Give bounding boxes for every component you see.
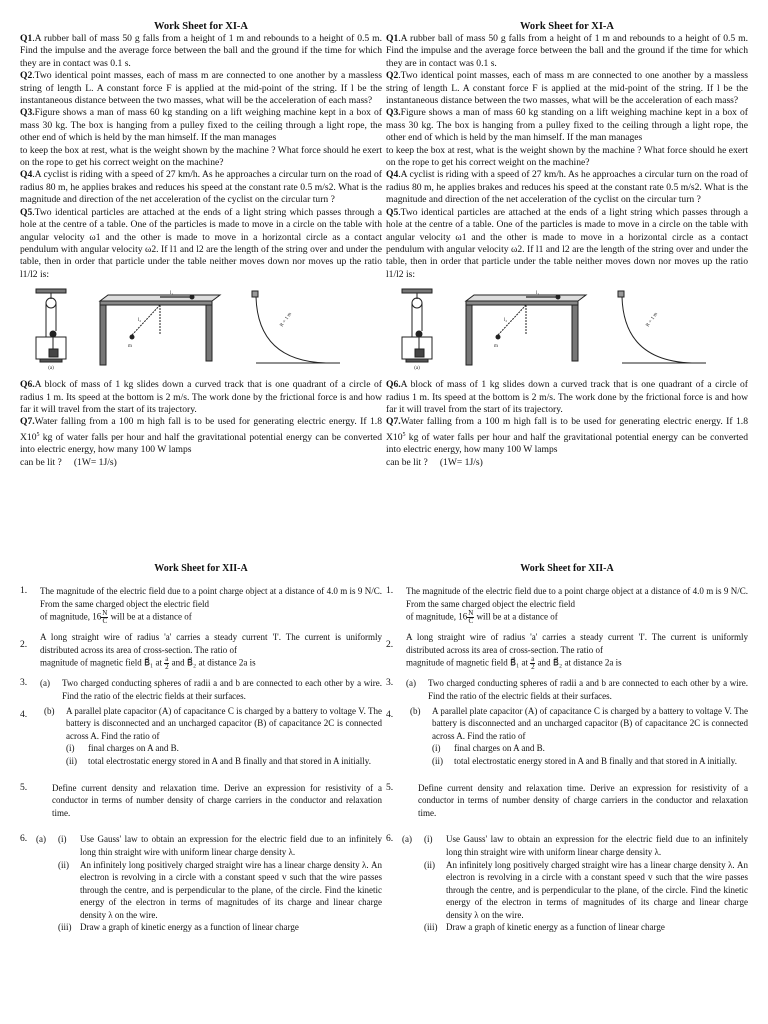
xi-q7-end: can be lit ? (1W= 1J/s) (20, 456, 117, 468)
xii-q4b: (b) A parallel plate capacitor (A) of capacitance C is charged by a battery to voltage V. The battery is disconnected and an uncharged capacitor (B) of capacitance 2C is connected across A. Find the ratio of (i) final charges on A and B. (ii) total electrostatic energy stored in A and B finally and that stored in A initially. (410, 705, 748, 766)
xii-q1: 1. The magnitude of the electric field due to a point charge object at a distance of 4.0 m is 9 N/C. From the same charged object the electric field of magnitude, 16 $\frac{N}{C}$ will be at a distance of (20, 585, 382, 626)
xii-q4b-i: (i) final charges on A and B. (66, 743, 179, 754)
xi-title: Work Sheet for XI-A (153, 21, 248, 32)
xii-q6a-iii: (iii) Draw a graph of kinetic energy as a function of linear charge (424, 922, 665, 933)
xii-q1: 1. The magnitude of the electric field due to a point charge object at a distance of 4.0 m is 9 N/C. From the same charged object the electric field of magnitude, 16 $\frac{N}{C}$ will be at a distance of (386, 585, 748, 626)
pulley-figure (402, 289, 432, 371)
fig-label-a: (a) (48, 366, 54, 372)
xi-q2: Q2.Two identical point masses, each of mass m are connected to one another by a massless string of length L. A constant force F is applied at the mid-point of the string. If l be the instantaneous distance between the two masses, what will be the acceleration of each mass? (386, 70, 748, 107)
xi-q3-continued: to keep the box at rest, what is the weight shown by the machine ? What force should he exert on the rope to get his correct weight on the machine? (386, 144, 748, 169)
xii-worksheet-left (20, 563, 382, 934)
xii-q3-q4: 3. 4. (a) Two charged conducting spheres of radii a and b are connected to each other by a wire. Find the ratio of the electric fields at their surfaces. (b) A parallel plate capacitor (A) of capacitance C is charged by a battery to voltage V. The battery is disconnected and an uncharged capacitor (B) of capacitance 2C is connected across A. Find the ratio of (i) final charges on A and B. (ii) total electrostatic energy stored in A and B finally and that stored in A initially. (20, 677, 382, 766)
xii-q5: 5. Define current density and relaxation time. Derive an expression for resistivity of a conductor in terms of number density of charge carriers in the conductor and relaxation time. (386, 781, 748, 818)
xii-title: Work Sheet for XII-A (520, 563, 614, 574)
xii-q6: 6. (a) (i) Use Gauss' law to obtain an expression for the electric field due to an infinitely long thin straight wire with uniform linear charge density λ. (ii) An infinitely long positively charged straight wire has a linear charge density λ. An electron is revolving in a circle with a constant speed v such that the wire passes through the centre, and is perpendicular to the plane, of the circle. Find the kinetic energy of the electron in terms of magnitudes of its charge and linear charge density λ on the wire. (iii) Draw a graph of kinetic energy as a function of linear charge (20, 833, 382, 933)
xi-q2: Q2.Two identical point masses, each of mass m are connected to one another by a massless string of length L. A constant force F is applied at the mid-point of the string. If l be the instantaneous distance between the two masses, what will be the acceleration of each mass? (20, 70, 382, 107)
xii-title: Work Sheet for XII-A (154, 563, 248, 574)
figure-strip (20, 287, 382, 373)
fig-label-l2: l₂ (138, 318, 142, 324)
table-figure (100, 291, 220, 365)
xii-q4b-ii: (ii) total electrostatic energy stored in A and B finally and that stored in A initially. (66, 755, 371, 766)
xi-q3-continued: to keep the box at rest, what is the weight shown by the machine ? What force should he exert on the rope to get his correct weight on the machine? (20, 144, 382, 169)
xi-worksheet-left (20, 20, 382, 469)
xii-worksheet-right (386, 563, 748, 934)
xii-q6a-iii: (iii) Draw a graph of kinetic energy as a function of linear charge (58, 922, 299, 933)
xii-q6a-ii: (ii) An infinitely long positively charged straight wire has a linear charge density λ. An electron is revolving in a circle with a constant speed v such that the wire passes through the centre, and is perpendicular to the plane, of the circle. Find the kinetic energy of the electron in terms of magnitudes of its charge and linear charge density λ on the wire. (58, 859, 382, 920)
xi-q6: Q6.A block of mass of 1 kg slides down a curved track that is one quadrant of a circle of radius 1 m. Its speed at the bottom is 2 m/s. The work done by the frictional force is and how far it will travel from the start of its trajectory. (386, 379, 748, 415)
xi-q7: Q7.Water falling from a 100 m high fall is to be used for generating electric energy. If 1.8 $X10^5$ kg of water falls per hour and half the gravitational potential energy can be converted into electric energy, how many 100 W lamps (386, 416, 748, 456)
xi-q4: Q4.A cyclist is riding with a speed of 27 km/h. As he approaches a circular turn on the road of radius 80 m, he applies brakes and reduces his speed at the constant rate 0.5 m/s2. What is the magnitude and direction of the net acceleration of the cyclist on the circular turn ? (386, 169, 748, 206)
xi-q7-end: can be lit ? (1W= 1J/s) (386, 456, 483, 468)
fig-label-l1: l₁ (536, 291, 540, 297)
xi-q6: Q6.A block of mass of 1 kg slides down a curved track that is one quadrant of a circle of radius 1 m. Its speed at the bottom is 2 m/s. The work done by the frictional force is and how far it will travel from the start of its trajectory. (20, 379, 382, 415)
xii-q2: 2. A long straight wire of radius 'a' carries a steady current 'I'. The current is uniformly distributed across its area of cross-section. The ratio of magnitude of magnetic field B⃗₁ at $\frac{a}{2}$ and B⃗₂ at distance 2a is (20, 632, 382, 672)
fig-label-m: m (494, 344, 498, 350)
fig-label-a: (a) (414, 366, 420, 372)
xii-q6a-i: (i) Use Gauss' law to obtain an expression for the electric field due to an infinitely long thin straight wire with uniform linear charge density λ. (424, 834, 748, 857)
pulley-figure (36, 289, 66, 371)
xi-worksheet-right (386, 20, 748, 469)
xi-q4: Q4.A cyclist is riding with a speed of 27 km/h. As he approaches a circular turn on the road of radius 80 m, he applies brakes and reduces his speed at the constant rate 0.5 m/s2. What is the magnitude and direction of the net acceleration of the cyclist on the circular turn ? (20, 169, 382, 206)
xii-q5: 5. Define current density and relaxation time. Derive an expression for resistivity of a conductor in terms of number density of charge carriers in the conductor and relaxation time. (20, 781, 382, 818)
table-figure (466, 291, 586, 365)
xii-q2: 2. A long straight wire of radius 'a' carries a steady current 'I'. The current is uniformly distributed across its area of cross-section. The ratio of magnitude of magnetic field B⃗₁ at $\frac{a}{2}$ and B⃗₂ at distance 2a is (386, 632, 748, 672)
xii-q3a: (a) Two charged conducting spheres of radii a and b are connected to each other by a wire. Find the ratio of the electric fields at their surfaces. (406, 678, 748, 701)
fig-label-l2: l₂ (504, 318, 508, 324)
xi-title: Work Sheet for XI-A (519, 21, 614, 32)
xi-q1: Q1.A rubber ball of mass 50 g falls from a height of 1 m and rebounds to a height of 0.5 m. Find the impulse and the average force between the ball and the ground if the time for which they are in contact was 0.1 s. (20, 33, 382, 69)
xi-figures (386, 287, 748, 373)
xii-q6a-i: (i) Use Gauss' law to obtain an expression for the electric field due to an infinitely long thin straight wire with uniform linear charge density λ. (58, 834, 382, 857)
fig-label-l1: l₁ (170, 291, 174, 297)
xii-q4b: (b) A parallel plate capacitor (A) of capacitance C is charged by a battery to voltage V. The battery is disconnected and an uncharged capacitor (B) of capacitance 2C is connected across A. Find the ratio of (i) final charges on A and B. (ii) total electrostatic energy stored in A and B finally and that stored in A initially. (44, 705, 382, 766)
fig-label-radius: R = 1 m (279, 312, 293, 329)
xi-q7: Q7.Water falling from a 100 m high fall is to be used for generating electric energy. If 1.8 $X10^5$ kg of water falls per hour and half the gravitational potential energy can be converted into electric energy, how many 100 W lamps (20, 416, 382, 456)
xi-q5: Q5.Two identical particles are attached at the ends of a light string which passes through a hole at the centre of a table. One of the particles is made to move in a circle on the table with angular velocity ω1 and the other is made to move in a horizontal circle as a contact pendulum with angular velocity ω2. If l1 and l2 are the length of the string over and under the table, then in order that particle under the table neither moves down nor moves up the ratio l1/l2 is: (20, 206, 382, 280)
xii-q3a: (a) Two charged conducting spheres of radii a and b are connected to each other by a wire. Find the ratio of the electric fields at their surfaces. (40, 678, 382, 701)
xi-q1: Q1.A rubber ball of mass 50 g falls from a height of 1 m and rebounds to a height of 0.5 m. Find the impulse and the average force between the ball and the ground if the time for which they are in contact was 0.1 s. (386, 33, 748, 69)
xi-q5: Q5.Two identical particles are attached at the ends of a light string which passes through a hole at the centre of a table. One of the particles is made to move in a circle on the table with angular velocity ω1 and the other is made to move in a horizontal circle as a contact pendulum with angular velocity ω2. If l1 and l2 are the length of the string over and under the table, then in order that particle under the table neither moves down nor moves up the ratio l1/l2 is: (386, 206, 748, 280)
xii-q4b-i: (i) final charges on A and B. (432, 743, 545, 754)
xi-q3: Q3.Figure shows a man of mass 60 kg standing on a lift weighing machine kept in a box of mass 30 kg. The box is hanging from a pulley fixed to the ceiling through a light rope, the other end of which is held by the man himself. If the man manages (386, 107, 748, 144)
xi-figures (20, 287, 382, 373)
figure-strip (386, 287, 748, 373)
xii-q6: 6. (a) (i) Use Gauss' law to obtain an expression for the electric field due to an infinitely long thin straight wire with uniform linear charge density λ. (ii) An infinitely long positively charged straight wire has a linear charge density λ. An electron is revolving in a circle with a constant speed v such that the wire passes through the centre, and is perpendicular to the plane, of the circle. Find the kinetic energy of the electron in terms of magnitudes of its charge and linear charge density λ on the wire. (iii) Draw a graph of kinetic energy as a function of linear charge (386, 833, 748, 933)
xii-q3-q4: 3. 4. (a) Two charged conducting spheres of radii a and b are connected to each other by a wire. Find the ratio of the electric fields at their surfaces. (b) A parallel plate capacitor (A) of capacitance C is charged by a battery to voltage V. The battery is disconnected and an uncharged capacitor (B) of capacitance 2C is connected across A. Find the ratio of (i) final charges on A and B. (ii) total electrostatic energy stored in A and B finally and that stored in A initially. (386, 677, 748, 766)
curved-track-figure (252, 291, 340, 363)
xi-q3: Q3.Figure shows a man of mass 60 kg standing on a lift weighing machine kept in a box of mass 30 kg. The box is hanging from a pulley fixed to the ceiling through a light rope, the other end of which is held by the man himself. If the man manages (20, 107, 382, 144)
fig-label-radius: R = 1 m (645, 312, 659, 329)
xii-q6a-ii: (ii) An infinitely long positively charged straight wire has a linear charge density λ. An electron is revolving in a circle with a constant speed v such that the wire passes through the centre, and is perpendicular to the plane, of the circle. Find the kinetic energy of the electron in terms of magnitudes of its charge and linear charge density λ on the wire. (424, 859, 748, 920)
fig-label-m: m (128, 344, 132, 350)
curved-track-figure (618, 291, 706, 363)
xii-q4b-ii: (ii) total electrostatic energy stored in A and B finally and that stored in A initially. (432, 755, 737, 766)
